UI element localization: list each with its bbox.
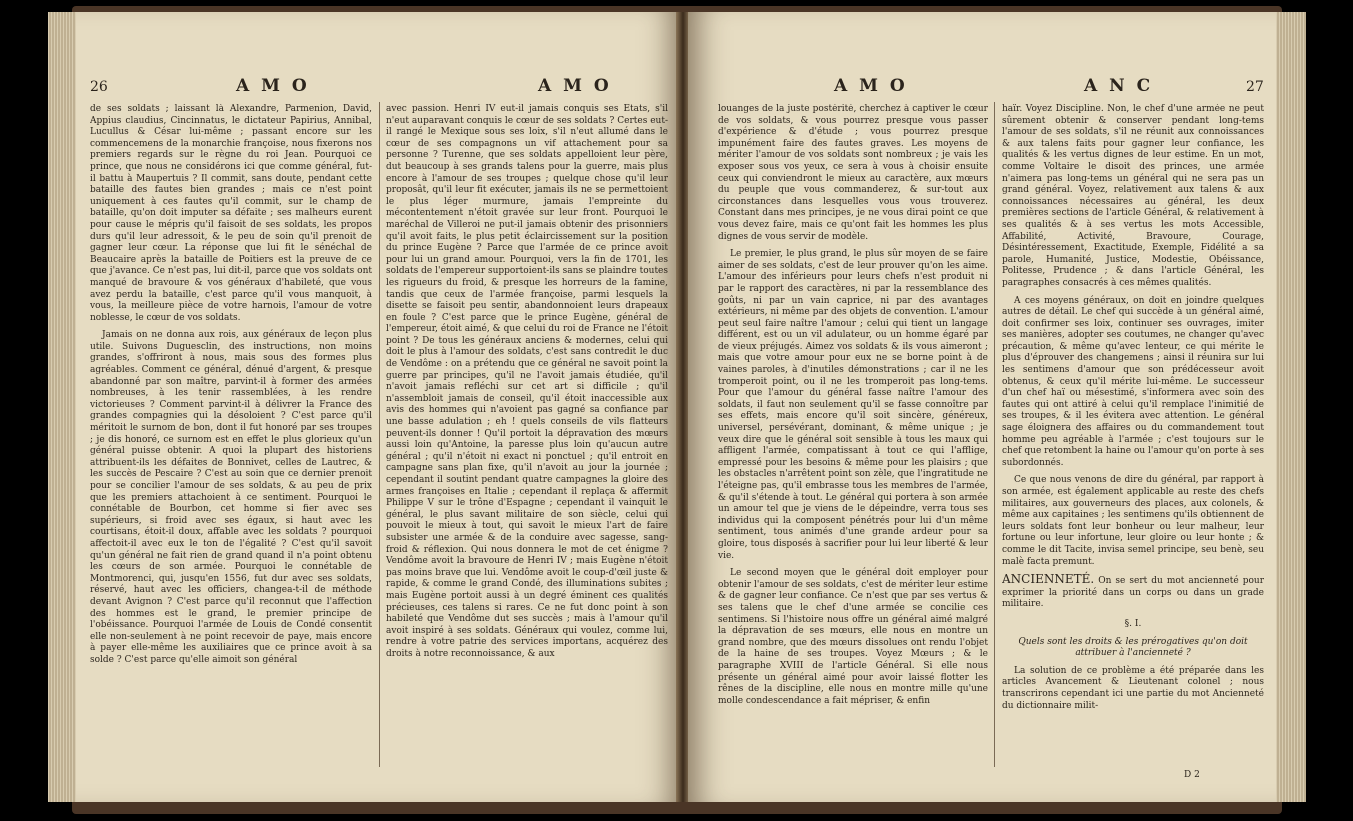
signature-mark: D 2 (1184, 770, 1200, 780)
page-edges-right (1276, 12, 1306, 802)
right-column-2 (1002, 104, 1264, 764)
left-column-2 (386, 104, 668, 764)
column-rule (379, 102, 380, 767)
section-number: §. I. (1124, 618, 1142, 629)
column-rule (994, 102, 995, 767)
right-page (688, 12, 1276, 802)
right-running-header (688, 76, 1276, 100)
paragraph: Le second moyen que le général doit employer pour obtenir l'amour de ses soldats, c'est de mériter leur estime & de gagner leur confiance. Ce n'est que par ses vertus & ses talens que le chef d'une armée se concilie ces sentimens. Si l'histoire nous offre un général aimé malgré la dépravation de ses mœurs, elle nous en montre un grand nombre, que des mœurs dissolues ont rendu l'objet de la haine de ses troupes. Voyez Mœurs ; & le paragraphe XVIII de l'article Général. Si elle nous présente un général aimé pour avoir laissé flotter les rênes de la discipline, elle nous en montre mille qu'une molle condescendance a fait mépriser, & enfin (718, 568, 988, 706)
left-page (76, 12, 681, 802)
paragraph: La solution de ce problème a été préparée dans les articles Avancement & Lieutenant colonel ; nous transcrirons cependant ici une partie du mot Ancienneté du dictionnaire milit- (1002, 665, 1264, 711)
paragraph: avec passion. Henri IV eut-il jamais conquis ses Etats, s'il n'eut auparavant conquis le cœur de ses soldats ? Certes eut-il rangé le Mexique sous ses loix, s'il n'eut allumé dans le cœur de ses compagnons un vif attachement pour sa personne ? Turenne, que ses soldats appelloient leur père, dut beaucoup à ses grands talens pour la guerre, mais plus encore à l'amour de ses troupes ; quelque chose qu'il leur proposât, qu'il leur fit exécuter, jamais ils ne se permettoient le plus léger murmure, jamais l'empreinte du mécontentement n'étoit gravée sur leur front. Pourquoi le maréchal de Villeroi ne put-il jamais obtenir des prisonniers qu'il avoit faits, le plus petit éclaircissement sur la position du prince Eugène ? Parce que l'armée de ce prince avoit pour lui un grand amour. Pourquoi, vers la fin de 1701, les soldats de l'empereur supportoient-ils sans se plaindre toutes les rigueurs du froid, & presque les horreurs de la famine, tandis que ceux de l'armée françoise, parmi lesquels la disette se faisoit peu sentir, abandonnoient leurs drapeaux en foule ? C'est parce que le prince Eugène, général de l'empereur, étoit aimé, & que celui du roi de France ne l'étoit point ? De tous les généraux anciens & modernes, celui qui doit le plus à l'amour des soldats, c'est sans contredit le duc de Vendôme : on a prétendu que ce général ne savoit point la guerre par principes, qu'il ne l'avoit jamais étudiée, qu'il n'avoit jamais refléchi sur cet art si difficile ; qu'il n'assembloit jamais de conseil, qu'il étoit inaccessible aux avis des hommes qui n'avoient pas gagné sa confiance par une basse adulation ; eh ! quels conseils de vils flatteurs peuvent-ils donner ! Qu'il portoit la dépravation des mœurs aussi loin qu'Antoine, la paresse plus loin qu'aucun autre général ; qu'il n'étoit ni exact ni ponctuel ; qu'il entroit en campagne sans plan fixe, qu'il n'avoit au jour la journée ; cependant il soutint pendant quatre campagnes la gloire des armes françoises en Italie ; cependant il replaça & affermit Philippe V sur le trône d'Espagne ; cependant il vainquit le général, le plus savant militaire de son siècle, celui qui pouvoit le mieux à tout, qui savoit le mieux l'art de faire subsister une armée & de la conduire avec sagesse, sang-froid & réflexion. Qui nous donnera le mot de cet énigme ? Vendôme avoit la bravoure de Henri IV ; mais Eugène n'étoit pas moins brave que lui. Vendôme avoit le coup-d'œil juste & rapide, & comme le grand Condé, des illuminations subites ; mais Eugène portoit aussi à un degré éminent ces qualités précieuses, ces talens si rares. Ce ne fut donc point à son habileté que Vendôme dut ses succès ; mais à l'amour qu'il avoit inspiré à ses soldats. Généraux qui voulez, comme lui, rendre à votre patrie des services importans, acquérez des droits à notre reconnoissance, & aux (386, 104, 668, 659)
right-column-1 (718, 104, 988, 764)
left-column-1 (90, 104, 372, 764)
entry-definition: On se sert du mot ancienneté pour exprimer la priorité dans un corps ou dans un grade militaire. (1002, 576, 1264, 610)
header-word-right: A M O (538, 76, 612, 96)
paragraph: de ses soldats ; laissant là Alexandre, Parmenion, David, Appius claudius, Cincinnatus, le dictateur Papirius, Annibal, Lucullus & César lui-même ; passant encore sur les commencemens de la monarchie françoise, nous fixerons nos premiers regards sur le règne du roi Jean. Pourquoi ce prince, que nous ne considérons ici que comme général, fut-il battu à Maupertuis ? Il commit, sans doute, pendant cette bataille des fautes bien grandes ; mais ce n'est point uniquement à ces fautes qu'il commit, sur le champ de bataille, qu'on doit imputer sa défaite ; ses malheurs eurent pour cause le mépris qu'il faisoit de ses soldats, les propos durs qu'il leur adressoit, & le peu de soin qu'il prenoit de gagner leur cœur. La réponse que lui fit le sénéchal de Beaucaire après la bataille de Poitiers est la preuve de ce que j'avance. Ce n'est pas, lui dit-il, parce que vos soldats ont manqué de bravoure & vos généraux d'habileté, que vous avez perdu la bataille, c'est parce qu'il vous manquoit, à vous, la meilleure pièce de votre harnois, l'amour de votre noblesse, le cœur de vos soldats. (90, 104, 372, 323)
entry-paragraph (1002, 574, 1264, 611)
left-running-header (76, 76, 681, 100)
paragraph: Le premier, le plus grand, le plus sûr moyen de se faire aimer de ses soldats, c'est de leur prouver qu'on les aime. L'amour des inférieurs pour leurs chefs n'est produit ni par le rapport des caractères, ni par la ressemblance des goûts, ni par un vain caprice, ni par des avantages extérieurs, ni même par des objets de convention. L'amour peut seul faire naître l'amour ; celui qui tient un langage différent, est ou un vil adulateur, ou un homme égaré par de vieux préjugés. Aimez vos soldats & ils vous aimeront ; mais que votre amour pour eux ne se borne point à de vaines paroles, à d'inutiles démonstrations ; car il ne les tromperoit point, ou il ne les tromperoit pas long-tems. Pour que l'amour du général fasse naître l'amour des soldats, il faut non seulement qu'il se fasse connoître par ses effets, mais encore qu'il soit sincère, généreux, universel, persévérant, dominant, & même unique ; je veux dire que le général soit sensible à tous les maux qui affligent l'armée, compatissant à tout ce qui l'afflige, empressé pour les besoins & même pour les plaisirs ; que les obstacles n'arrêtent point son zèle, que l'ingratitude ne l'éteigne pas, qu'il embrasse tous les membres de l'armée, & qu'il s'étende à tout. Le général qui portera à son armée un amour tel que je viens de le dépeindre, verra tous ses individus qui la composent pénétrés pour lui d'un même sentiment, tous animés d'une grande ardeur pour sa gloire, tous disposés à sacrifier pour lui leur liberté & leur vie. (718, 249, 988, 561)
entry-headword: ANCIENNETÉ. (1002, 572, 1095, 587)
paragraph: haïr. Voyez Discipline. Non, le chef d'une armée ne peut sûrement obtenir & conserver pendant long-tems l'amour de ses soldats, s'il ne réunit aux connoissances & aux talens faits pour gagner leur confiance, les qualités & les vertus dignes de leur estime. En un mot, comme Voltaire le disoit des princes, une armée n'aimera pas long-tems un général qui ne sera pas un grand général. Voyez, relativement aux talens & aux connoissances nécessaires au général, les deux premières sections de l'article Général, & relativement à ses qualités & à ses vertus les mots Accessible, Affabilité, Activité, Bravoure, Courage, Désintéressement, Exactitude, Exemple, Fidélité a sa parole, Humanité, Justice, Modestie, Obéissance, Politesse, Prudence ; & dans l'article Général, les paragraphes consacrés à ces mêmes qualités. (1002, 104, 1264, 288)
header-word-left: A M O (834, 76, 908, 96)
section-title: Quels sont les droits & les prérogatives qu'on doit attribuer à l'ancienneté ? (1018, 636, 1248, 659)
paragraph: A ces moyens généraux, on doit en joindre quelques autres de détail. Le chef qui succède à un général aimé, doit confirmer ses loix, continuer ses ouvrages, imiter ses manières, adopter ses coutumes, ne changer qu'avec précaution, & même qu'avec lenteur, ce qui mérite le plus d'éprouver des changemens ; ainsi il réunira sur lui les sentimens d'amour que son prédécesseur avoit obtenus, & ceux qu'il mérite lui-même. Le successeur d'un chef haï ou mésestimé, s'informera avec soin des fautes qui ont attiré à celui qu'il remplace l'inimitié de ses troupes, & il les évitera avec attention. Le général sage éloignera des affaires ou du commandement tout homme peu agréable à l'armée ; c'est toujours sur le chef que retombent la haine ou l'amour qu'on porte à ses subordonnés. (1002, 295, 1264, 468)
paragraph: louanges de la juste postérité, cherchez à captiver le cœur de vos soldats, & vous pourrez presque vous passer d'expérience & d'étude ; vous pourrez presque impunément faire des fautes graves. Les moyens de mériter l'amour de vos soldats sont nombreux ; je vais les exposer sous vos yeux, ce sera à vous à choisir ensuite ceux qui conviendront le mieux au caractère, aux mœurs du peuple que vous commanderez, & sur-tout aux circonstances dans lesquelles vous vous trouverez. Constant dans mes principes, je ne vous dirai point ce que vous devez faire, mais ce qu'ont fait les hommes les plus dignes de vous servir de modèle. (718, 104, 988, 242)
page-edges-left (48, 12, 78, 802)
page-number-left: 26 (90, 79, 108, 95)
header-word-right: A N C (1084, 76, 1154, 96)
header-word-left: A M O (236, 76, 310, 96)
paragraph: Jamais on ne donna aux rois, aux généraux de leçon plus utile. Suivons Duguesclin, des instructions, non moins grandes, s'offriront à nous, mais sous des formes plus agréables. Comment ce général, dénué d'argent, & presque abandonné par son maître, parvint-il à former des armées nombreuses, à les tenir rassemblées, à les rendre victorieuses ? Comment parvint-il à délivrer la France des grandes compagnies qui la désoloient ? C'est parce qu'il méritoit le surnom de bon, dont il fut honoré par ses troupes ; je dis honoré, ce surnom est en effet le plus glorieux qu'un général puisse obtenir. A quoi la plupart des historiens attribuent-ils les défaites de Bonnivet, celles de Lautrec, & les succès de Pescaire ? C'est au soin que ce dernier prenoit pour se concilier l'amour de ses soldats, & au peu de prix que les premiers attachoient à ce sentiment. Pourquoi le connétable de Bourbon, cet homme si fier avec ses supérieurs, si froid avec ses égaux, si haut avec les courtisans, étoit-il doux, affable avec les soldats ? pourquoi affectoit-il avec eux le ton de l'égalité ? C'est qu'il savoit qu'un général ne fait rien de grand quand il n'a point obtenu les cœurs de son armée. Pourquoi le connétable de Montmorenci, qui, jusqu'en 1556, fut dur avec ses soldats, réservé, haut avec les officiers, changea-t-il de méthode devant Avignon ? C'est parce qu'il reconnut que l'affection des hommes est le grand, le premier principe de l'obéissance. Pourquoi l'armée de Louis de Condé consentit elle non-seulement à ne point recevoir de paye, mais encore à payer elle-même les auxiliaires que ce prince avoit à sa solde ? C'est parce qu'elle aimoit son général (90, 330, 372, 665)
paragraph: Ce que nous venons de dire du général, par rapport à son armée, est également applicable au reste des chefs militaires, aux gouverneurs des places, aux colonels, & même aux capitaines ; les sentimens qu'ils obtiennent de leurs soldats font leur bonheur ou leur malheur, leur fortune ou leur infortune, leur gloire ou leur honte ; & comme le dit Tacite, invisa semel principe, seu benè, seu malè facta premunt. (1002, 475, 1264, 567)
page-number-right: 27 (1246, 79, 1264, 95)
